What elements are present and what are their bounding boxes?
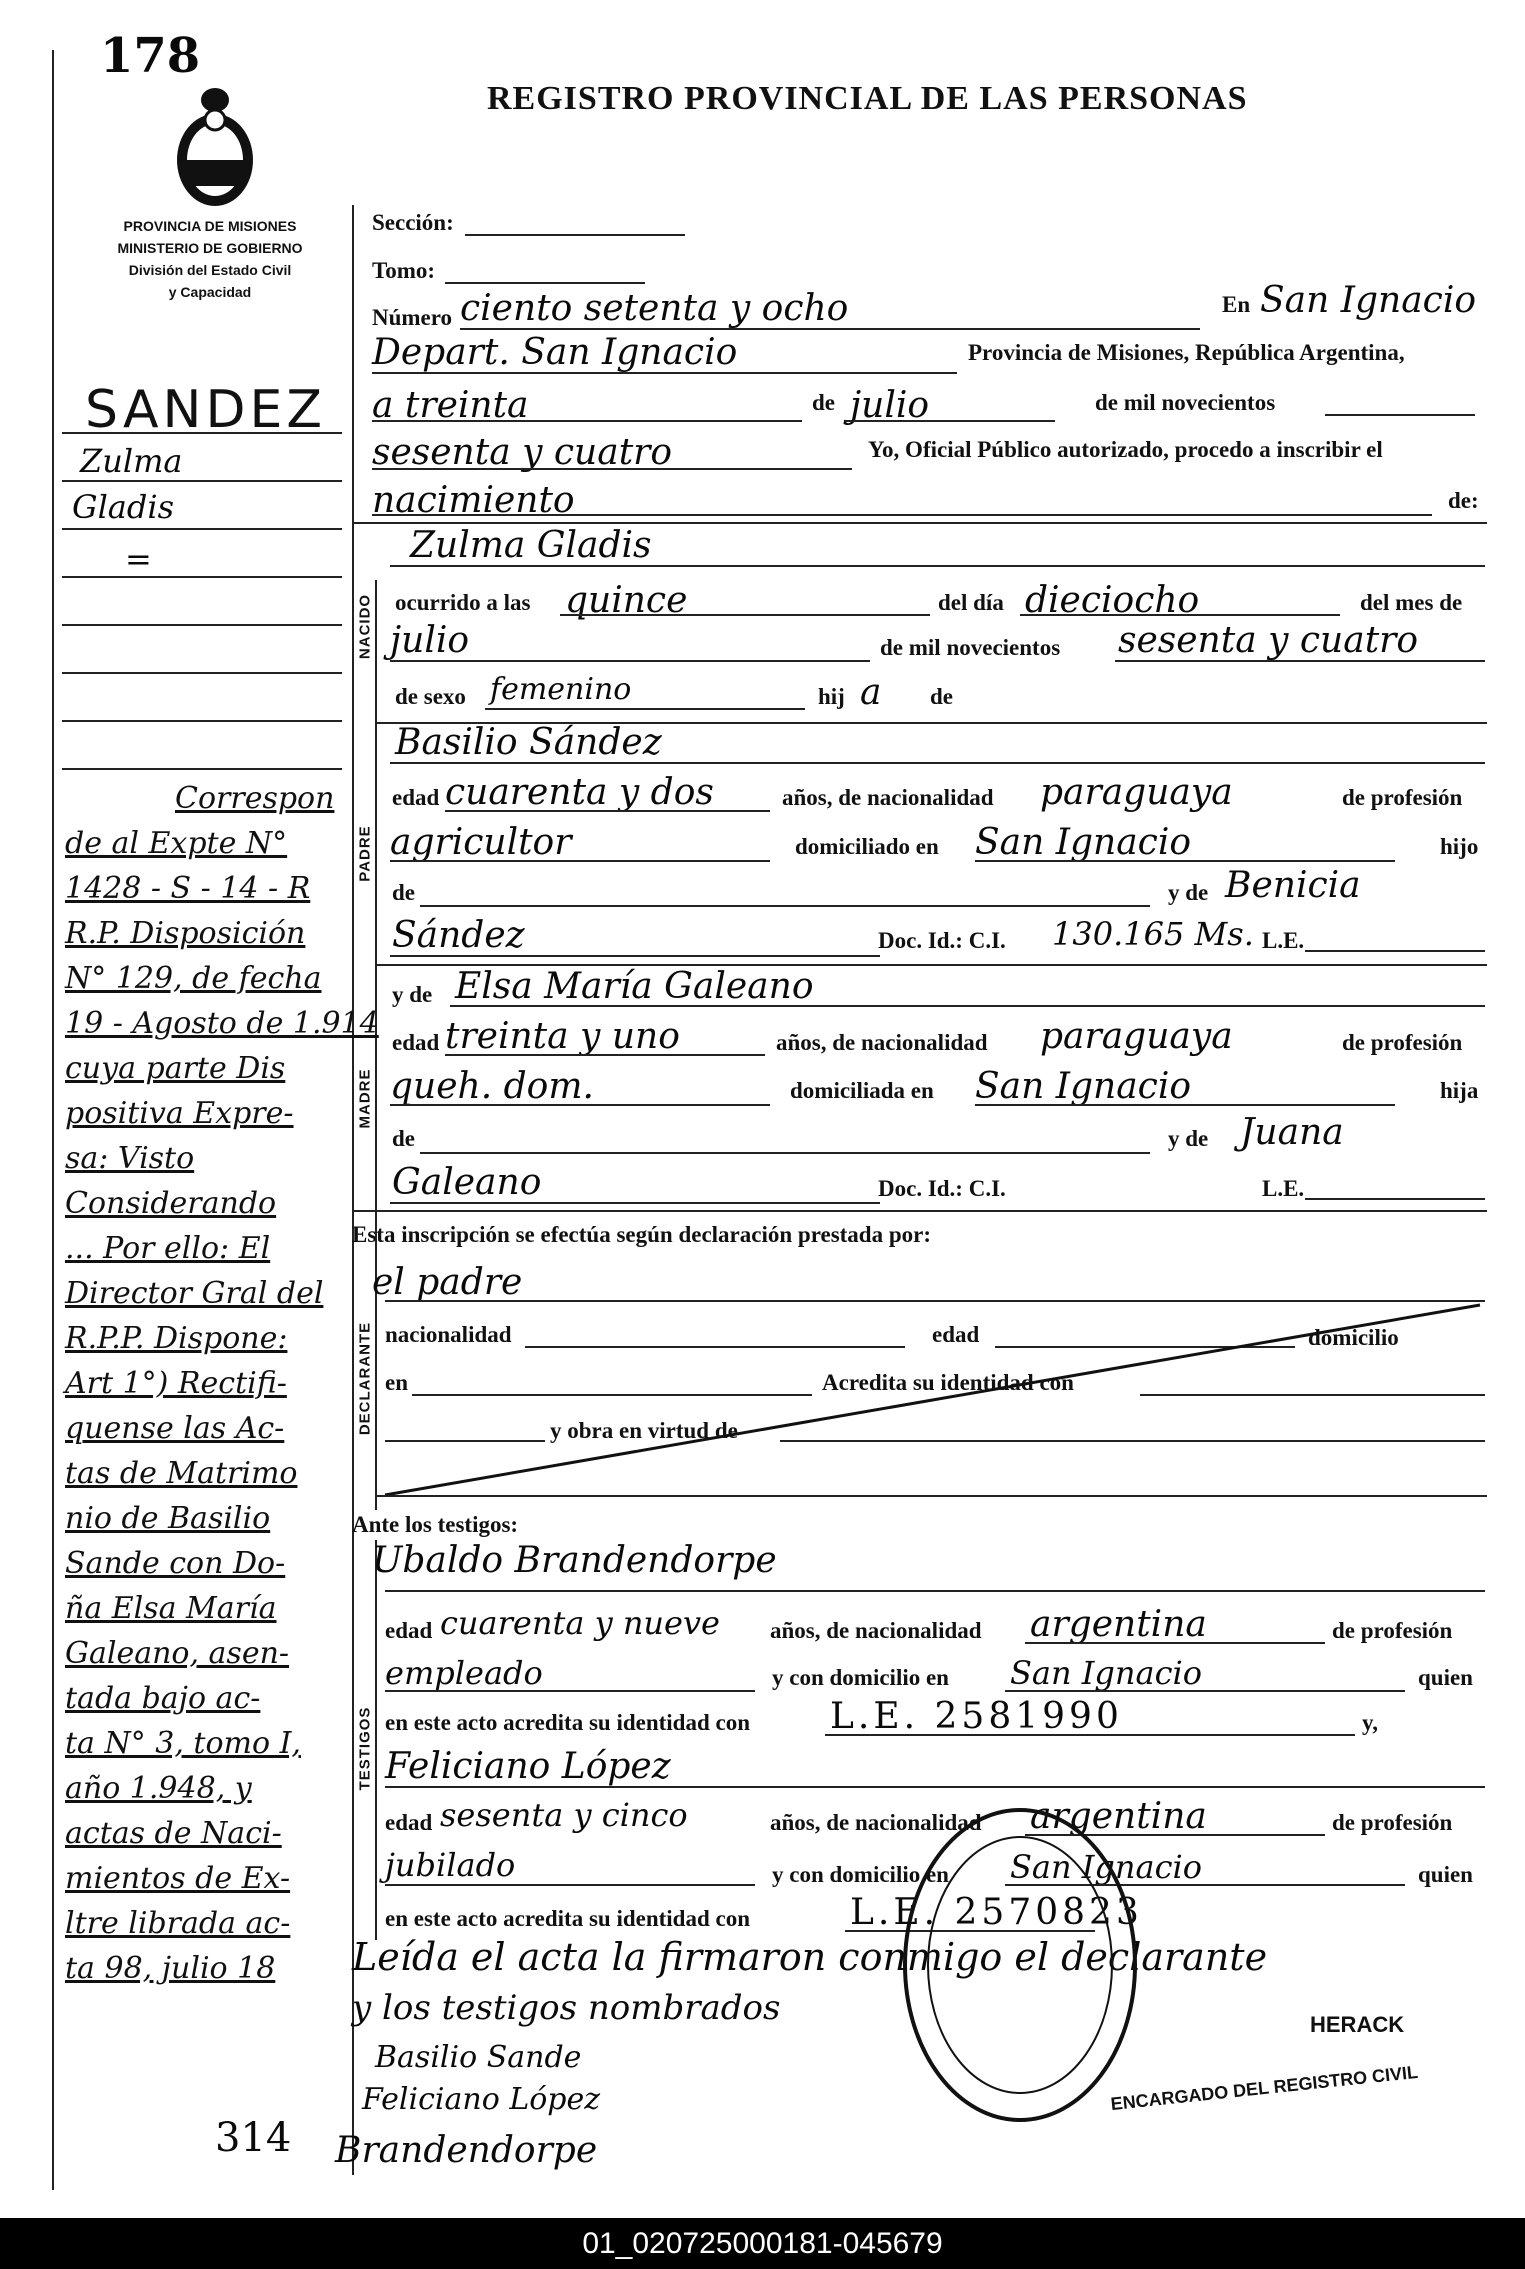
padre-nacionalidad-label: años, de nacionalidad [782, 785, 994, 810]
declarante-domicilio-label: domicilio [1308, 1325, 1399, 1350]
padre-nacionalidad-value: paraguaya [1040, 772, 1233, 813]
testigo1-domicilio-label: y con domicilio en [772, 1665, 949, 1690]
org-line: División del Estado Civil [128, 262, 292, 278]
nacido-name-value: Zulma Gladis [410, 525, 652, 566]
margin-note-line: R.P. Disposición [65, 916, 306, 951]
abuela-paterna-value: Benicia [1225, 865, 1361, 906]
padre-edad-label: edad [392, 785, 440, 810]
abuela-paterna-surname-value: Sández [392, 915, 525, 956]
footer-id: 01_020725000181-045679 [582, 2227, 943, 2260]
madre-name-value: Elsa María Galeano [455, 966, 814, 1007]
padre-y-de-label: y de [1168, 880, 1209, 905]
section-label-declarante: DECLARANTE [356, 1321, 374, 1436]
testigo1-edad-value: cuarenta y nueve [440, 1604, 720, 1642]
testigo2-edad-value: sesenta y cinco [440, 1796, 688, 1834]
signature-declarante: Basilio Sande [375, 2040, 582, 2075]
seccion-label: Sección: [372, 210, 454, 235]
declarante-edad-label: edad [932, 1322, 980, 1347]
mil-novecientos-label-2: de mil novecientos [880, 635, 1061, 660]
margin-note-line: 1428 - S - 14 - R [65, 871, 311, 906]
margin-note-line: positiva Expre- [65, 1096, 294, 1131]
de-end-label: de: [1448, 488, 1479, 513]
margin-note-line: tas de Matrimo [65, 1456, 298, 1491]
signature-testigo: Feliciano López [362, 2082, 601, 2117]
declarante-value: el padre [372, 1262, 523, 1303]
declaracion-intro: Esta inscripción se efectúa según declaración prestada por: [352, 1222, 932, 1247]
testigo1-quien-label: quien [1418, 1665, 1473, 1690]
dia-nacimiento-value: dieciocho [1025, 580, 1200, 621]
margin-note-line: cuya parte Dis [65, 1051, 286, 1086]
margin-note-line: Correspon [175, 781, 335, 816]
numero-label: Número [372, 305, 453, 330]
madre-edad-label: edad [392, 1030, 440, 1055]
hij-value: a [860, 672, 882, 713]
madre-nacionalidad-label: años, de nacionalidad [776, 1030, 988, 1055]
closing-line-2: y los testigos nombrados [352, 1988, 781, 2028]
en-value: San Ignacio [1260, 280, 1477, 321]
padre-le-label: L.E. [1262, 928, 1305, 953]
margin-note-line: de al Expte N° [65, 826, 288, 861]
departamento-value: Depart. San Ignacio [372, 332, 738, 373]
de-label: de [812, 390, 835, 415]
madre-domicilio-value: San Ignacio [975, 1066, 1192, 1107]
margin-note-line: Galeano, asen- [65, 1636, 290, 1671]
tomo-label: Tomo: [372, 258, 436, 283]
declarante-acredita-label: Acredita su identidad con [822, 1370, 1074, 1395]
padre-domicilio-label: domiciliado en [795, 834, 939, 859]
testigo2-nacionalidad-value: argentina [1030, 1796, 1207, 1837]
testigo2-doc-value: L.E. 2570823 [850, 1892, 1143, 1933]
column-divider [352, 205, 354, 2175]
hijo-label: hijo [1440, 834, 1479, 859]
margin-note-line: Director Gral del [65, 1276, 324, 1311]
signature-testigo-2: Brandendorpe [335, 2130, 598, 2171]
padre-profesion-value: agricultor [390, 822, 572, 863]
del-mes-label: del mes de [1360, 590, 1463, 615]
declarante-virtud-label: y obra en virtud de [550, 1418, 738, 1443]
madre-edad-value: treinta y uno [445, 1016, 680, 1057]
margin-note-line: R.P.P. Dispone: [65, 1321, 288, 1356]
abuela-materna-value: Juana [1240, 1112, 1344, 1153]
footer-id-bar [0, 2218, 1525, 2269]
margin-given-name-1: Zulma [80, 442, 183, 480]
madre-y-de2-label: y de [1168, 1126, 1209, 1151]
declarante-nacionalidad-label: nacionalidad [385, 1322, 512, 1347]
madre-de-label: de [392, 1126, 415, 1151]
margin-dash: = [125, 540, 152, 578]
margin-given-name-2: Gladis [72, 488, 175, 526]
margin-note-line: 19 - Agosto de 1.914 [65, 1006, 379, 1041]
padre-doc-value: 130.165 Ms. [1052, 915, 1254, 953]
margin-note-line: mientos de Ex- [65, 1861, 291, 1896]
margin-bottom-number: 314 [215, 2115, 292, 2161]
acto-value: nacimiento [372, 480, 575, 521]
stamp-text: ENCARGADO DEL REGISTRO CIVIL [1109, 2061, 1419, 2115]
document-title: REGISTRO PROVINCIAL DE LAS PERSONAS [487, 80, 1248, 117]
anio-value: sesenta y cuatro [372, 432, 673, 473]
testigo2-profesion-label: de profesión [1332, 1810, 1453, 1835]
margin-note-line: Considerando [65, 1186, 277, 1221]
margin-note-line: ña Elsa María [65, 1591, 277, 1626]
margin-note-line: ... Por ello: El [65, 1231, 271, 1266]
coat-of-arms-icon [170, 80, 260, 210]
numero-value: ciento setenta y ocho [460, 288, 849, 329]
margin-note-line: N° 129, de fecha [65, 961, 322, 996]
ocurrido-label: ocurrido a las [395, 590, 531, 615]
madre-profesion-label: de profesión [1342, 1030, 1463, 1055]
mil-novecientos-label: de mil novecientos [1095, 390, 1276, 415]
testigo2-nacionalidad-label: años, de nacionalidad [770, 1810, 982, 1835]
testigo1-profesion-label: de profesión [1332, 1618, 1453, 1643]
org-line: MINISTERIO DE GOBIERNO [117, 240, 303, 256]
margin-note-line: actas de Naci- [65, 1816, 282, 1851]
testigo2-acredita-label: en este acto acredita su identidad con [385, 1906, 751, 1931]
madre-doc-label: Doc. Id.: C.I. [878, 1176, 1006, 1201]
org-line: PROVINCIA DE MISIONES [123, 218, 297, 234]
madre-y-de-label: y de [392, 982, 433, 1007]
hora-value: quince [565, 580, 688, 621]
stamp-name: HERACK [1310, 2012, 1405, 2037]
section-label-testigos: TESTIGOS [356, 1706, 374, 1791]
strike-through-line [375, 1300, 1487, 1500]
margin-note-line: Sande con Do- [65, 1546, 286, 1581]
en-label: En [1222, 292, 1251, 317]
dia-value: a treinta [372, 385, 529, 426]
margin-note-line: Art 1°) Rectifi- [65, 1366, 287, 1401]
issuing-authority [60, 215, 360, 303]
declarante-en-label: en [385, 1370, 408, 1395]
sexo-value: femenino [490, 672, 632, 707]
margin-note-line: año 1.948, y [65, 1771, 252, 1806]
sexo-label: de sexo [395, 684, 466, 709]
madre-nacionalidad-value: paraguaya [1040, 1016, 1233, 1057]
margin-note-line: ta N° 3, tomo I, [65, 1726, 301, 1761]
testigo2-quien-label: quien [1418, 1862, 1473, 1887]
org-line: y Capacidad [168, 284, 252, 300]
margin-note-line: sa: Visto [65, 1141, 195, 1176]
margin-note-line: quense las Ac- [65, 1411, 285, 1446]
official-seal-icon [895, 1800, 1145, 2130]
madre-le-label: L.E. [1262, 1176, 1305, 1201]
hija-label: hija [1440, 1078, 1479, 1103]
testigo2-domicilio-value: San Ignacio [1010, 1848, 1203, 1886]
yo-oficial-label: Yo, Oficial Público autorizado, procedo a inscribir el [868, 437, 1383, 462]
closing-line-1: Leída el acta la firmaron conmigo el declarante [352, 1935, 1268, 1979]
left-edge-line [52, 50, 54, 2190]
madre-domicilio-label: domiciliada en [790, 1078, 934, 1103]
testigo2-name-value: Feliciano López [385, 1746, 671, 1787]
page-number: 178 [100, 28, 201, 84]
margin-note-line: ta 98, julio 18 [65, 1951, 276, 1986]
mes-value: julio [850, 385, 930, 426]
testigo2-domicilio-label: y con domicilio en [772, 1862, 949, 1887]
padre-name-value: Basilio Sández [395, 722, 662, 763]
testigos-intro: Ante los testigos: [352, 1512, 519, 1537]
padre-profesion-label: de profesión [1342, 785, 1463, 810]
section-label-nacido: NACIDO [356, 593, 374, 660]
testigo1-nacionalidad-value: argentina [1030, 1604, 1207, 1645]
testigo1-doc-value: L.E. 2581990 [830, 1696, 1123, 1737]
hij-de-label: de [930, 684, 953, 709]
madre-profesion-value: queh. dom. [390, 1066, 594, 1107]
margin-note-line: nio de Basilio [65, 1501, 271, 1536]
margin-surname: SANDEZ [85, 380, 326, 440]
anio-nacimiento-value: sesenta y cuatro [1118, 620, 1419, 661]
testigo1-edad-label: edad [385, 1618, 433, 1643]
padre-de-label: de [392, 880, 415, 905]
section-label-madre: MADRE [356, 1068, 374, 1129]
testigo1-name-value: Ubaldo Brandendorpe [372, 1540, 777, 1581]
padre-edad-value: cuarenta y dos [445, 772, 714, 813]
hij-label: hij [818, 684, 845, 709]
margin-note-line: tada bajo ac- [65, 1681, 261, 1716]
testigo1-acredita-label: en este acto acredita su identidad con [385, 1710, 751, 1735]
testigo1-domicilio-value: San Ignacio [1010, 1654, 1203, 1692]
margin-note-line: ltre librada ac- [65, 1906, 291, 1941]
padre-domicilio-value: San Ignacio [975, 822, 1192, 863]
testigo1-y-label: y, [1362, 1710, 1378, 1735]
abuelo-materno-surname-value: Galeano [392, 1162, 542, 1203]
provincia-label: Provincia de Misiones, República Argentina, [968, 340, 1405, 365]
testigo2-edad-label: edad [385, 1810, 433, 1835]
padre-doc-label: Doc. Id.: C.I. [878, 928, 1006, 953]
testigo1-profesion-value: empleado [385, 1654, 543, 1692]
del-dia-label: del día [938, 590, 1004, 615]
mes-nacimiento-value: julio [390, 620, 470, 661]
testigo2-profesion-value: jubilado [385, 1846, 516, 1884]
section-label-padre: PADRE [356, 825, 374, 882]
testigo1-nacionalidad-label: años, de nacionalidad [770, 1618, 982, 1643]
